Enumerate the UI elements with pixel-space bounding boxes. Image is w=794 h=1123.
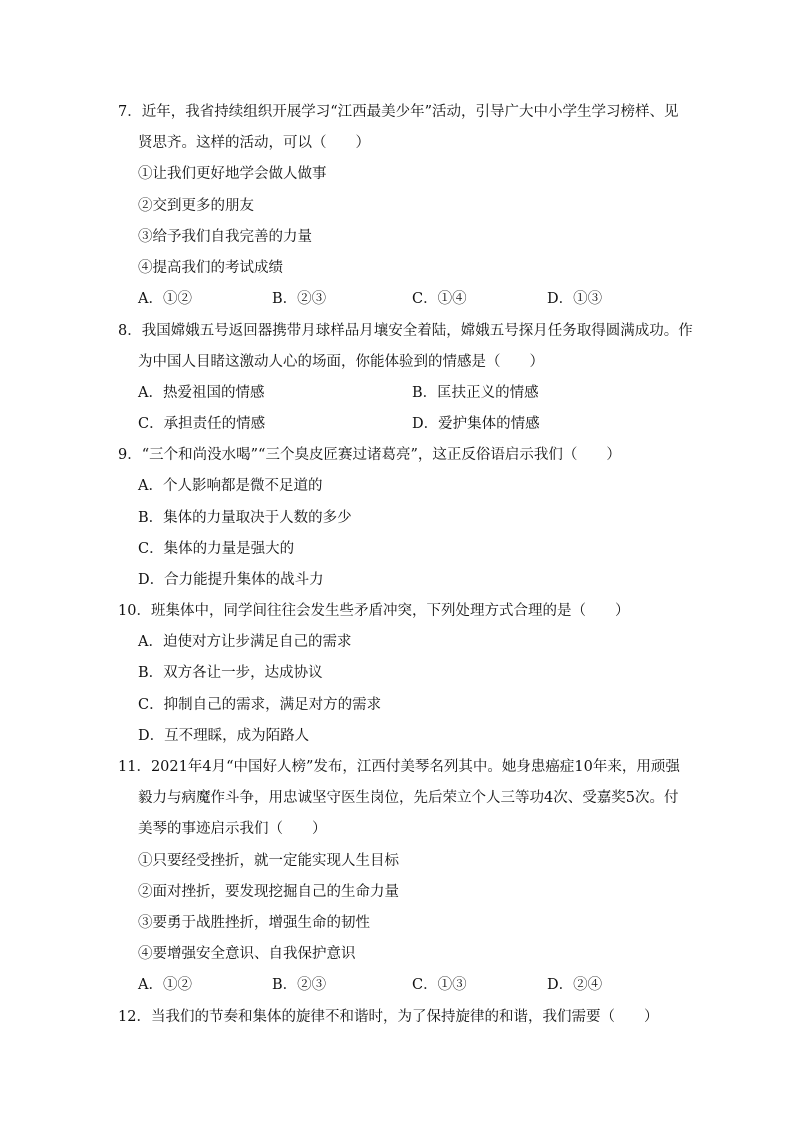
question-7-statement-2: ②交到更多的朋友	[138, 198, 254, 214]
question-8-option-c[interactable]: C．承担责任的情感	[138, 416, 266, 432]
question-9-option-a[interactable]: A．个人影响都是微不足道的	[138, 478, 323, 494]
question-9-line-1: 9．“三个和尚没水喝”“三个臭皮匠赛过诸葛亮”，这正反俗语启示我们（ ）	[118, 447, 621, 463]
question-9-option-b[interactable]: B．集体的力量取决于人数的多少	[138, 510, 352, 526]
question-11-line-2: 毅力与病魔作斗争，用忠诚坚守医生岗位，先后荣立个人三等功4次、受嘉奖5次。付	[138, 790, 679, 806]
question-11-option-d[interactable]: D．②④	[547, 977, 603, 993]
question-9-option-c[interactable]: C．集体的力量是强大的	[138, 541, 295, 557]
question-8-option-a[interactable]: A．热爱祖国的情感	[138, 385, 265, 401]
question-7-line-1: 7．近年，我省持续组织开展学习“江西最美少年”活动，引导广大中小学生学习榜样、见	[118, 104, 679, 120]
question-11-line-1: 11．2021年4月“中国好人榜”发布，江西付美琴名列其中。她身患癌症10年来，用顽强	[118, 759, 680, 775]
question-7-option-c[interactable]: C．①④	[412, 291, 467, 307]
question-11-line-3: 美琴的事迹启示我们（ ）	[138, 821, 327, 837]
question-7-statement-4: ④提高我们的考试成绩	[138, 260, 283, 276]
question-7-statement-3: ③给予我们自我完善的力量	[138, 229, 312, 245]
question-8-line-2: 为中国人目睹这激动人心的场面，你能体验到的情感是（ ）	[138, 354, 544, 370]
question-11-option-b[interactable]: B．②③	[272, 977, 327, 993]
question-11-statement-2: ②面对挫折，要发现挖掘自己的生命力量	[138, 884, 399, 900]
question-9-option-d[interactable]: D．合力能提升集体的战斗力	[138, 572, 324, 588]
question-10-line-1: 10．班集体中，同学间往往会发生些矛盾冲突，下列处理方式合理的是（ ）	[118, 603, 630, 619]
question-11-statement-4: ④要增强安全意识、自我保护意识	[138, 946, 356, 962]
question-10-option-a[interactable]: A．迫使对方让步满足自己的需求	[138, 634, 352, 650]
question-7-line-2: 贤思齐。这样的活动，可以（ ）	[138, 135, 370, 151]
question-8-option-d[interactable]: D．爱护集体的情感	[412, 416, 540, 432]
question-8-line-1: 8．我国嫦娥五号返回器携带月球样品月壤安全着陆，嫦娥五号探月任务取得圆满成功。作	[118, 323, 693, 339]
question-10-option-c[interactable]: C．抑制自己的需求，满足对方的需求	[138, 697, 382, 713]
question-7-statement-1: ①让我们更好地学会做人做事	[138, 166, 327, 182]
question-11-option-a[interactable]: A．①②	[138, 977, 192, 993]
question-10-option-b[interactable]: B．双方各让一步，达成协议	[138, 665, 323, 681]
question-8-option-b[interactable]: B．匡扶正义的情感	[412, 385, 539, 401]
question-7-option-d[interactable]: D．①③	[547, 291, 603, 307]
question-7-option-a[interactable]: A．①②	[138, 291, 192, 307]
question-11-statement-3: ③要勇于战胜挫折，增强生命的韧性	[138, 915, 370, 931]
question-11-option-c[interactable]: C．①③	[412, 977, 467, 993]
question-10-option-d[interactable]: D．互不理睬，成为陌路人	[138, 728, 310, 744]
question-12-line-1: 12．当我们的节奏和集体的旋律不和谐时，为了保持旋律的和谐，我们需要（ ）	[118, 1009, 659, 1025]
question-7-option-b[interactable]: B．②③	[272, 291, 327, 307]
question-11-statement-1: ①只要经受挫折，就一定能实现人生目标	[138, 853, 399, 869]
